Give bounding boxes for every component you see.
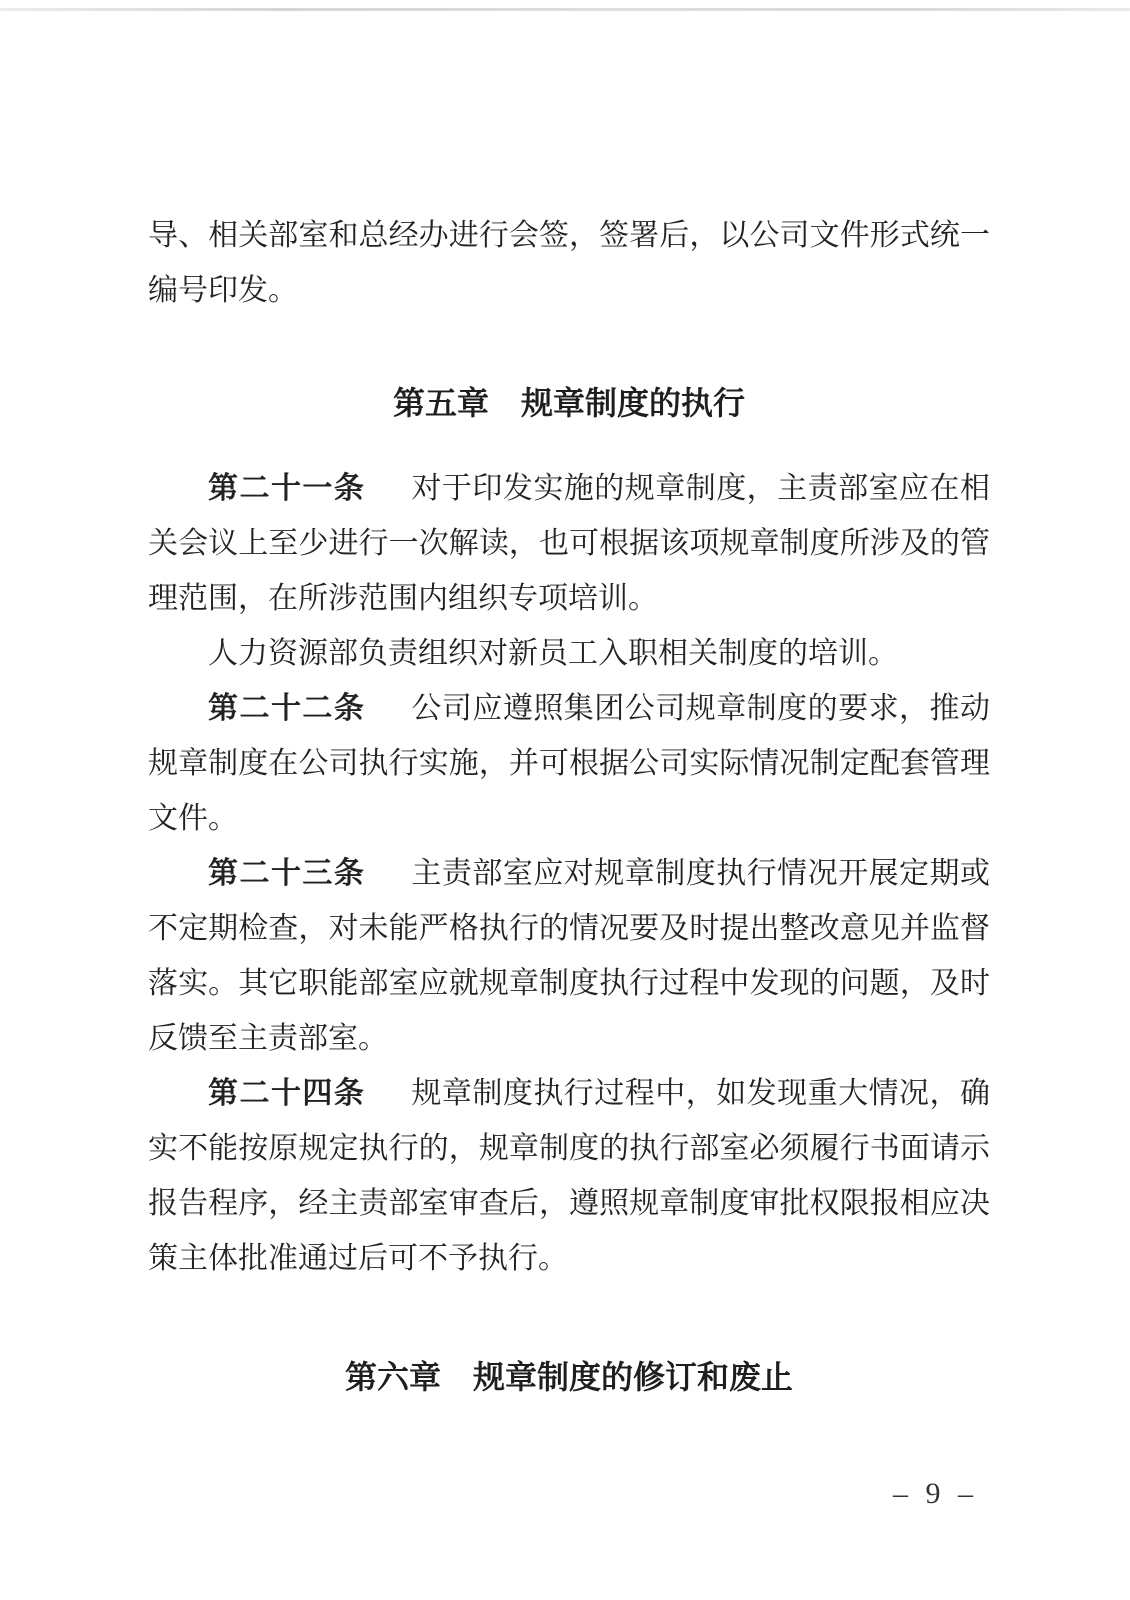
article-21-paragraph [148, 461, 990, 626]
chapter6-heading: 第六章 规章制度的修订和废止 [344, 1359, 793, 1395]
article-22-paragraph [148, 681, 990, 846]
article-21-text: 对于印发实施的规章制度，主责部室应在相关会议上至少进行一次解读，也可根据该项规章制度所涉及的管理范围，在所涉范围内组织专项培训。 [148, 472, 991, 615]
article-21-number: 第二十一条 [208, 472, 366, 505]
article-23-paragraph [148, 846, 990, 1066]
page-number: – 9 – [893, 1477, 978, 1510]
article-24-text: 规章制度执行过程中，如发现重大情况，确实不能按原规定执行的，规章制度的执行部室必须履行书面请示报告程序，经主责部室审查后，遵照规章制度审批权限报相应决策主体批准通过后可不予执行。 [148, 1077, 991, 1275]
continuation-paragraph: 导、相关部室和总经办进行会签，签署后，以公司文件形式统一编号印发。 [148, 219, 990, 307]
article-23-number: 第二十三条 [208, 857, 366, 890]
document-content [148, 208, 990, 1405]
scan-artifact-line [0, 8, 1130, 11]
article-23-text: 主责部室应对规章制度执行情况开展定期或不定期检查，对未能严格执行的情况要及时提出整改意见并监督落实。其它职能部室应就规章制度执行过程中发现的问题，及时反馈至主责部室。 [148, 857, 991, 1055]
article-22-text: 公司应遵照集团公司规章制度的要求，推动规章制度在公司执行实施，并可根据公司实际情况制定配套管理文件。 [148, 692, 991, 835]
article-24-number: 第二十四条 [208, 1077, 366, 1110]
chapter5-heading: 第五章 规章制度的执行 [392, 385, 745, 421]
hr-training-text: 人力资源部负责组织对新员工入职相关制度的培训。 [208, 637, 898, 670]
hr-training-paragraph [148, 626, 990, 681]
article-24-paragraph [148, 1066, 990, 1286]
article-22-number: 第二十二条 [208, 692, 366, 725]
